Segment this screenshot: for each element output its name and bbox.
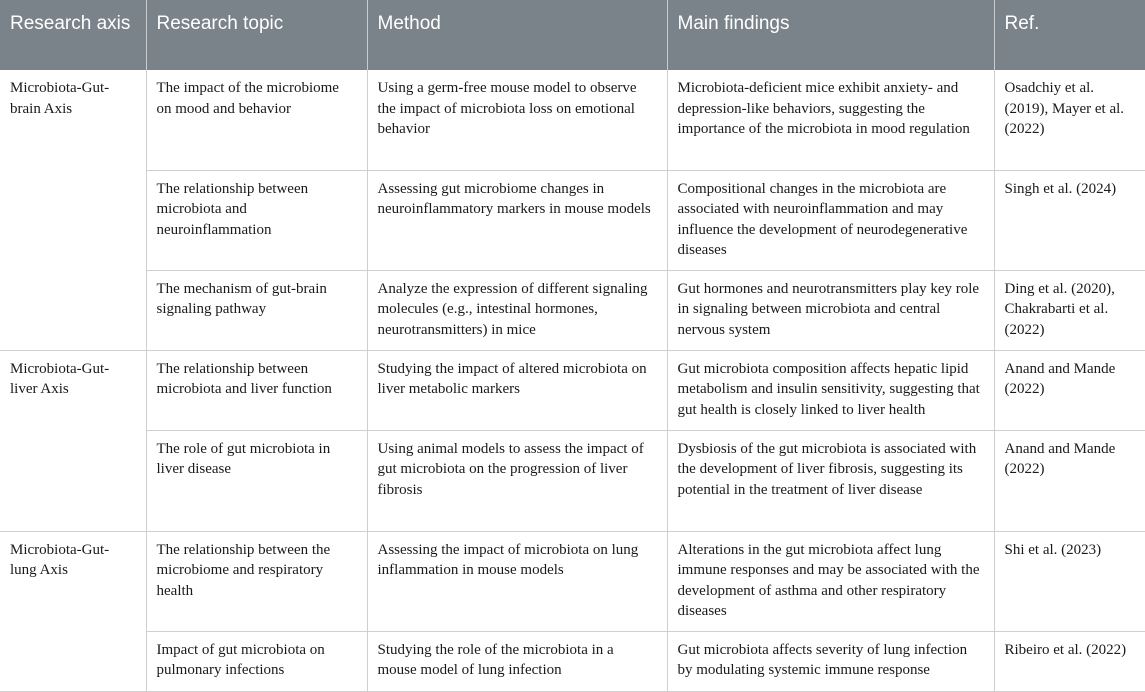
ref-cell: Anand and Mande (2022) [994, 350, 1145, 430]
method-cell: Analyze the expression of different signaling molecules (e.g., intestinal hormones, neurotransmitters) in mice [367, 270, 667, 350]
topic-cell: The relationship between the microbiome and respiratory health [146, 531, 367, 631]
ref-cell: Singh et al. (2024) [994, 170, 1145, 270]
findings-cell: Gut hormones and neurotransmitters play key role in signaling between microbiota and central nervous system [667, 270, 994, 350]
ref-cell: Shi et al. (2023) [994, 531, 1145, 631]
findings-cell: Compositional changes in the microbiota are associated with neuroinflammation and may influence the development of neurodegenerative diseases [667, 170, 994, 270]
table-row [0, 430, 1145, 531]
topic-cell: The impact of the microbiome on mood and behavior [146, 70, 367, 170]
header-research-topic: Research topic [146, 0, 367, 70]
topic-cell: The role of gut microbiota in liver disease [146, 430, 367, 531]
header-method: Method [367, 0, 667, 70]
table-row [0, 631, 1145, 691]
header-main-findings: Main findings [667, 0, 994, 70]
findings-cell: Microbiota-deficient mice exhibit anxiety- and depression-like behaviors, suggesting the importance of the microbiota in mood regulation [667, 70, 994, 170]
method-cell: Using a germ-free mouse model to observe the impact of microbiota loss on emotional behavior [367, 70, 667, 170]
axis-cell-gut-brain: Microbiota-Gut-brain Axis [0, 70, 146, 350]
ref-cell: Ding et al. (2020), Chakrabarti et al. (2022) [994, 270, 1145, 350]
method-cell: Assessing gut microbiome changes in neuroinflammatory markers in mouse models [367, 170, 667, 270]
method-cell: Studying the role of the microbiota in a mouse model of lung infection [367, 631, 667, 691]
topic-cell: The relationship between microbiota and neuroinflammation [146, 170, 367, 270]
topic-cell: The mechanism of gut-brain signaling pathway [146, 270, 367, 350]
table-row [0, 170, 1145, 270]
ref-cell: Ribeiro et al. (2022) [994, 631, 1145, 691]
table-row [0, 531, 1145, 631]
findings-cell: Gut microbiota composition affects hepatic lipid metabolism and insulin sensitivity, suggesting that gut health is closely linked to liver health [667, 350, 994, 430]
axis-cell-gut-liver: Microbiota-Gut-liver Axis [0, 350, 146, 531]
method-cell: Assessing the impact of microbiota on lung inflammation in mouse models [367, 531, 667, 631]
table-row [0, 270, 1145, 350]
table-header [0, 0, 1145, 70]
method-cell: Studying the impact of altered microbiota on liver metabolic markers [367, 350, 667, 430]
table-row [0, 350, 1145, 430]
topic-cell: The relationship between microbiota and liver function [146, 350, 367, 430]
header-row [0, 0, 1145, 70]
method-cell: Using animal models to assess the impact of gut microbiota on the progression of liver fibrosis [367, 430, 667, 531]
header-research-axis: Research axis [0, 0, 146, 70]
axis-cell-gut-lung: Microbiota-Gut-lung Axis [0, 531, 146, 691]
header-ref: Ref. [994, 0, 1145, 70]
topic-cell: Impact of gut microbiota on pulmonary infections [146, 631, 367, 691]
table-row [0, 70, 1145, 170]
findings-cell: Gut microbiota affects severity of lung infection by modulating systemic immune response [667, 631, 994, 691]
ref-cell: Osadchiy et al. (2019), Mayer et al. (2022) [994, 70, 1145, 170]
ref-cell: Anand and Mande (2022) [994, 430, 1145, 531]
table-body [0, 70, 1145, 691]
findings-cell: Dysbiosis of the gut microbiota is associated with the development of liver fibrosis, suggesting its potential in the treatment of liver disease [667, 430, 994, 531]
findings-cell: Alterations in the gut microbiota affect lung immune responses and may be associated with the development of asthma and other respiratory diseases [667, 531, 994, 631]
